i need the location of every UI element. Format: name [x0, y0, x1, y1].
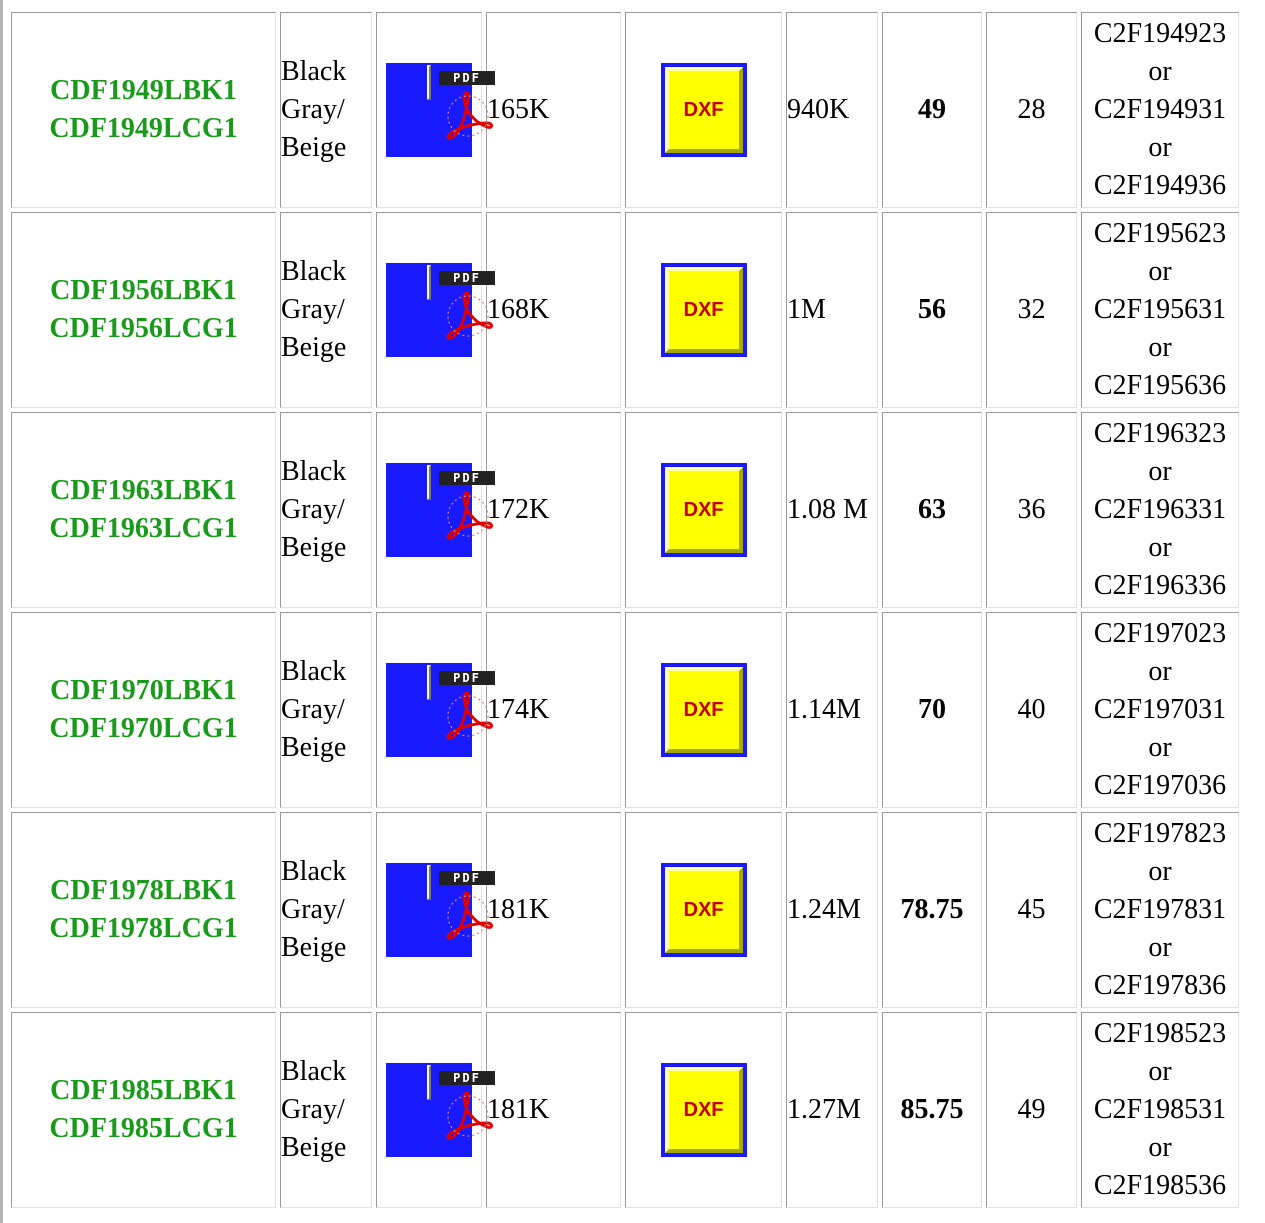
dxf-cell — [625, 612, 782, 808]
dxf-cell — [625, 412, 782, 608]
table-row — [11, 1012, 1239, 1208]
model-cell — [11, 212, 276, 408]
color-beige: Beige — [281, 932, 347, 963]
pdf-file-size: 172K — [487, 494, 550, 525]
pdf-file-size: 174K — [487, 694, 550, 725]
part-or-1: or — [1148, 256, 1172, 287]
dimension-cell — [882, 212, 982, 408]
quantity-cell — [986, 612, 1077, 808]
color-black: Black — [281, 256, 347, 287]
dimension-value: 78.75 — [900, 894, 964, 925]
model-number-black[interactable]: CDF1956LBK1 — [50, 275, 237, 306]
acrobat-logo-icon — [441, 689, 495, 743]
dxf-size-cell — [786, 212, 878, 408]
model-number-gray[interactable]: CDF1970LCG1 — [49, 713, 238, 744]
dxf-icon-label: DXF — [683, 498, 724, 521]
dxf-size-cell — [786, 612, 878, 808]
part-number-1: C2F198523 — [1093, 1018, 1227, 1049]
pdf-file-size: 181K — [487, 1094, 550, 1125]
part-or-2: or — [1148, 732, 1172, 763]
dxf-icon — [665, 467, 743, 553]
pdf-file-size: 181K — [487, 894, 550, 925]
pdf-download-button[interactable] — [386, 63, 481, 157]
pdf-download-button[interactable] — [386, 463, 481, 557]
part-number-2: C2F197831 — [1093, 894, 1227, 925]
pdf-cell — [376, 412, 482, 608]
part-number-2: C2F198531 — [1093, 1094, 1227, 1125]
part-number-3: C2F198536 — [1093, 1170, 1227, 1201]
color-black: Black — [281, 856, 347, 887]
pdf-icon-label: PDF — [439, 71, 495, 85]
dxf-icon-label: DXF — [683, 98, 724, 121]
color-cell — [280, 212, 372, 408]
quantity-value: 45 — [1017, 894, 1046, 925]
dxf-file-size: 1.08 M — [787, 494, 868, 525]
part-number-1: C2F196323 — [1093, 418, 1227, 449]
dxf-icon-label: DXF — [683, 1098, 724, 1121]
dxf-icon-label: DXF — [683, 698, 724, 721]
dxf-icon-label: DXF — [683, 298, 724, 321]
pdf-size-cell — [486, 1012, 621, 1208]
quantity-value: 36 — [1017, 494, 1046, 525]
part-or-2: or — [1148, 332, 1172, 363]
dxf-size-cell — [786, 12, 878, 208]
pdf-icon — [427, 865, 481, 900]
part-or-2: or — [1148, 132, 1172, 163]
pdf-download-button[interactable] — [386, 663, 481, 757]
pdf-icon — [427, 65, 481, 100]
dxf-download-button[interactable] — [661, 863, 747, 957]
color-gray: Gray/ — [281, 894, 345, 925]
model-number-gray[interactable]: CDF1949LCG1 — [49, 113, 238, 144]
part-number-2: C2F194931 — [1093, 94, 1227, 125]
quantity-cell — [986, 12, 1077, 208]
dimension-value: 70 — [918, 694, 946, 725]
pdf-icon-label: PDF — [439, 1071, 495, 1085]
table-row — [11, 812, 1239, 1008]
dxf-file-size: 1.27M — [787, 1094, 861, 1125]
pdf-download-button[interactable] — [386, 263, 481, 357]
dxf-icon-label: DXF — [683, 898, 724, 921]
pdf-download-button[interactable] — [386, 863, 481, 957]
part-numbers-cell — [1081, 212, 1239, 408]
part-or-1: or — [1148, 856, 1172, 887]
part-or-2: or — [1148, 932, 1172, 963]
part-numbers-cell — [1081, 1012, 1239, 1208]
pdf-cell — [376, 812, 482, 1008]
color-black: Black — [281, 56, 347, 87]
quantity-cell — [986, 412, 1077, 608]
quantity-cell — [986, 212, 1077, 408]
dxf-cell — [625, 212, 782, 408]
table-row — [11, 212, 1239, 408]
model-cell — [11, 1012, 276, 1208]
part-or-1: or — [1148, 656, 1172, 687]
dxf-icon — [665, 867, 743, 953]
color-cell — [280, 412, 372, 608]
quantity-cell — [986, 1012, 1077, 1208]
model-cell — [11, 812, 276, 1008]
pdf-size-cell — [486, 212, 621, 408]
acrobat-logo-icon — [441, 289, 495, 343]
pdf-size-cell — [486, 412, 621, 608]
dxf-size-cell — [786, 412, 878, 608]
page-left-rule — [0, 0, 3, 1223]
acrobat-logo-icon — [441, 1089, 495, 1143]
dxf-icon — [665, 1067, 743, 1153]
pdf-size-cell — [486, 12, 621, 208]
part-number-1: C2F194923 — [1093, 18, 1227, 49]
color-beige: Beige — [281, 332, 347, 363]
quantity-value: 40 — [1017, 694, 1046, 725]
color-black: Black — [281, 656, 347, 687]
dxf-icon — [665, 267, 743, 353]
dxf-download-button[interactable] — [661, 1063, 747, 1157]
model-number-black[interactable]: CDF1949LBK1 — [50, 75, 237, 106]
model-number-black[interactable]: CDF1978LBK1 — [50, 875, 237, 906]
part-number-2: C2F197031 — [1093, 694, 1227, 725]
dxf-cell — [625, 1012, 782, 1208]
pdf-icon — [427, 265, 481, 300]
acrobat-logo-icon — [441, 889, 495, 943]
color-gray: Gray/ — [281, 94, 345, 125]
product-table — [7, 8, 1243, 1212]
color-cell — [280, 812, 372, 1008]
dxf-download-button[interactable] — [661, 63, 747, 157]
quantity-cell — [986, 812, 1077, 1008]
color-gray: Gray/ — [281, 694, 345, 725]
model-number-gray[interactable]: CDF1956LCG1 — [49, 313, 238, 344]
part-numbers-cell — [1081, 412, 1239, 608]
part-number-1: C2F195623 — [1093, 218, 1227, 249]
color-cell — [280, 1012, 372, 1208]
pdf-cell — [376, 212, 482, 408]
part-number-1: C2F197023 — [1093, 618, 1227, 649]
dxf-file-size: 1.14M — [787, 694, 861, 725]
pdf-cell — [376, 12, 482, 208]
model-cell — [11, 612, 276, 808]
part-numbers-cell — [1081, 612, 1239, 808]
table-row — [11, 12, 1239, 208]
part-number-3: C2F196336 — [1093, 570, 1227, 601]
quantity-value: 32 — [1017, 294, 1046, 325]
pdf-icon-label: PDF — [439, 671, 495, 685]
model-cell — [11, 412, 276, 608]
pdf-cell — [376, 612, 482, 808]
dxf-download-button[interactable] — [661, 463, 747, 557]
dimension-cell — [882, 812, 982, 1008]
pdf-icon — [427, 465, 481, 500]
acrobat-logo-icon — [441, 89, 495, 143]
pdf-icon — [427, 1065, 481, 1100]
model-number-black[interactable]: CDF1963LBK1 — [50, 475, 237, 506]
table-row — [11, 612, 1239, 808]
dxf-size-cell — [786, 1012, 878, 1208]
color-gray: Gray/ — [281, 294, 345, 325]
color-gray: Gray/ — [281, 1094, 345, 1125]
model-cell — [11, 12, 276, 208]
pdf-icon — [427, 665, 481, 700]
part-number-2: C2F195631 — [1093, 294, 1227, 325]
color-gray: Gray/ — [281, 494, 345, 525]
color-beige: Beige — [281, 732, 347, 763]
pdf-file-size: 168K — [487, 294, 550, 325]
dimension-cell — [882, 612, 982, 808]
acrobat-logo-icon — [441, 489, 495, 543]
dxf-size-cell — [786, 812, 878, 1008]
dimension-value: 49 — [918, 94, 946, 125]
color-cell — [280, 12, 372, 208]
quantity-value: 49 — [1017, 1094, 1046, 1125]
part-number-1: C2F197823 — [1093, 818, 1227, 849]
part-or-2: or — [1148, 532, 1172, 563]
model-number-gray[interactable]: CDF1963LCG1 — [49, 513, 238, 544]
dimension-cell — [882, 1012, 982, 1208]
part-numbers-cell — [1081, 812, 1239, 1008]
dimension-cell — [882, 412, 982, 608]
dxf-download-button[interactable] — [661, 263, 747, 357]
part-number-3: C2F194936 — [1093, 170, 1227, 201]
pdf-download-button[interactable] — [386, 1063, 481, 1157]
dimension-value: 85.75 — [900, 1094, 964, 1125]
dimension-value: 56 — [918, 294, 946, 325]
dxf-file-size: 940K — [787, 94, 850, 125]
dxf-icon — [665, 667, 743, 753]
product-table-body — [11, 12, 1239, 1208]
pdf-file-size: 165K — [487, 94, 550, 125]
pdf-cell — [376, 1012, 482, 1208]
color-beige: Beige — [281, 1132, 347, 1163]
dxf-icon — [665, 67, 743, 153]
model-number-black[interactable]: CDF1970LBK1 — [50, 675, 237, 706]
part-number-3: C2F197836 — [1093, 970, 1227, 1001]
part-number-3: C2F197036 — [1093, 770, 1227, 801]
model-number-gray[interactable]: CDF1985LCG1 — [49, 1113, 238, 1144]
part-number-2: C2F196331 — [1093, 494, 1227, 525]
color-cell — [280, 612, 372, 808]
model-number-gray[interactable]: CDF1978LCG1 — [49, 913, 238, 944]
pdf-size-cell — [486, 812, 621, 1008]
color-beige: Beige — [281, 532, 347, 563]
color-beige: Beige — [281, 132, 347, 163]
pdf-icon-label: PDF — [439, 271, 495, 285]
quantity-value: 28 — [1017, 94, 1046, 125]
dimension-cell — [882, 12, 982, 208]
part-or-2: or — [1148, 1132, 1172, 1163]
color-black: Black — [281, 1056, 347, 1087]
color-black: Black — [281, 456, 347, 487]
dxf-download-button[interactable] — [661, 663, 747, 757]
part-number-3: C2F195636 — [1093, 370, 1227, 401]
part-or-1: or — [1148, 456, 1172, 487]
dimension-value: 63 — [918, 494, 946, 525]
part-numbers-cell — [1081, 12, 1239, 208]
dxf-file-size: 1.24M — [787, 894, 861, 925]
dxf-cell — [625, 812, 782, 1008]
pdf-icon-label: PDF — [439, 471, 495, 485]
part-or-1: or — [1148, 56, 1172, 87]
part-or-1: or — [1148, 1056, 1172, 1087]
model-number-black[interactable]: CDF1985LBK1 — [50, 1075, 237, 1106]
dxf-cell — [625, 12, 782, 208]
dxf-file-size: 1M — [787, 294, 826, 325]
pdf-size-cell — [486, 612, 621, 808]
table-row — [11, 412, 1239, 608]
pdf-icon-label: PDF — [439, 871, 495, 885]
